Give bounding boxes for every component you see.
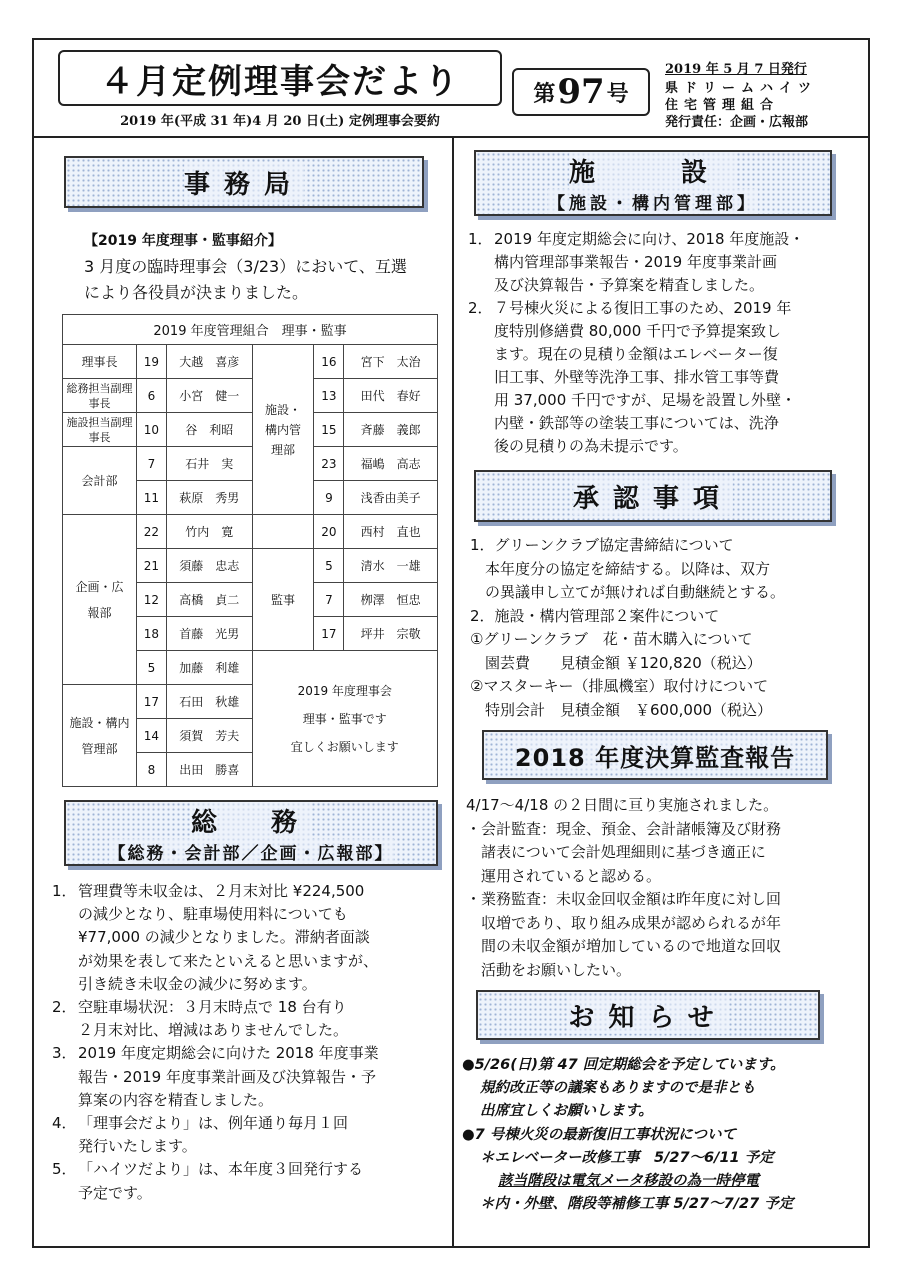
soumu-item-5 [52,1158,448,1204]
officer-name: 竹内 寛 [166,515,252,549]
item-text: ¥77,000 の減少となりました。滞納者面談 [78,928,370,947]
role-cell [63,515,137,685]
shisetsu-item-2 [468,297,860,458]
officer-name: 首藤 光男 [166,617,252,651]
officer-name: 石田 秋雄 [166,685,252,719]
room-number: 6 [136,379,166,413]
room-number: 12 [136,583,166,617]
item-text: の減少となり、駐車場使用料についても [78,905,348,924]
room-number: 19 [136,345,166,379]
issue-suffix: 号 [606,80,629,107]
role-cell: 理事長 [63,345,137,379]
kansa-heading: 2018 年度決算監査報告 [515,738,795,773]
officer-name: 須賀 芳夫 [166,719,252,753]
note-line-3: 宜しくお願いします [290,739,399,754]
oshirase-line-2: 規約改正等の議案もありますので是非とも [480,1080,756,1097]
newsletter-title: ４月定例理事会だより [58,50,502,106]
role-cell: 会計部 [63,447,137,515]
note-line-2: 理事・監事です [302,711,387,726]
item-number: 3． [52,1044,77,1063]
oshirase-line-7: ＊内・外壁、階段等補修工事 5/27～7/27 予定 [480,1196,794,1213]
shisetsu-item-1 [468,228,860,297]
soumu-item-4 [52,1112,448,1158]
role-cell: 総務担当副理事長 [63,379,137,413]
item-text: 構内管理部事業報告・2019 年度事業計画 [494,253,777,271]
room-number: 15 [314,413,344,447]
role-cell [63,685,137,787]
soumu-item-3 [52,1042,448,1112]
column-divider [452,138,454,1248]
room-number: 5 [314,549,344,583]
officer-name: 清水 一雄 [344,549,438,583]
item-text: 旧工事、外壁等洗浄工事、排水管工事等費 [494,368,780,386]
room-number: 7 [314,583,344,617]
item-number: 5． [52,1160,77,1179]
kansa-line: 4/17～4/18 の２日間に亘り実施されました。 [466,796,779,814]
item-text: ２月末対比、増減はありませんでした。 [78,1021,349,1040]
role-cell: 施設担当副理事長 [63,413,137,447]
item-number: 2． [52,998,77,1017]
shounin-line: 特別会計 見積金額 ￥600,000（税込） [470,700,773,719]
org-line-3: 発行責任：企画・広報部 [665,115,809,130]
intro-line-2: により各役員が決まりました。 [84,283,309,302]
room-number: 5 [136,651,166,685]
shisetsu-role-label: 施設・構内管理部 [264,402,301,457]
item-text: 度特別修繕費 80,000 千円で予算提案致し [494,322,782,340]
publish-date: 2019 年 5 月 7 日発行 [665,62,807,77]
officers-table [62,314,438,787]
officer-name: 坪井 宗敬 [344,617,438,651]
item-text: 及び決算報告・予算案を精査しました。 [494,276,765,294]
room-number: 21 [136,549,166,583]
soumu-list [52,880,448,1205]
item-text: 「理事会だより」は、例年通り毎月１回 [78,1114,349,1133]
shounin-banner [474,470,832,522]
shisetsu-heading: 施 設 [569,152,737,189]
item-text: 用 37,000 千円ですが、足場を設置し外壁・ [494,391,797,409]
shounin-line: ①グリーンクラブ 花・苗木購入について [470,630,753,648]
shounin-list [470,534,862,722]
item-text: 空駐車場状況：３月末時点で 18 台有り [78,998,347,1017]
kansa-line: ・会計監査：現金、預金、会計諸帳簿及び財務 [466,819,782,838]
intro-title: 【2019 年度理事・監事紹介】 [84,233,282,249]
item-text: 引き続き未収金の減少に努めます。 [78,974,317,993]
room-number: 7 [136,447,166,481]
oshirase-line-6: 該当階段は電気メータ移設の為一時停電 [498,1173,759,1190]
officer-name: 加藤 利雄 [166,651,252,685]
oshirase-heading: お知らせ [568,997,727,1034]
item-text: 管理費等未収金は、２月末対比 ¥224,500 [78,882,365,900]
kansa-line: 諸表について会計処理細則に基づき適正に [466,843,766,861]
officer-name: 田代 春好 [344,379,438,413]
shisetsu-kanri-role-label: 施設・構内管理部 [69,715,130,756]
item-text: ７号棟火災による復旧工事のため、2019 年 [494,299,792,317]
intro-text [84,254,407,306]
officer-name: 高橋 貞二 [166,583,252,617]
kansa-line: 運用されていると認める。 [466,866,662,885]
shounin-line: の異議申し立てが無ければ自動継続とする。 [470,583,786,601]
officer-name: 石井 実 [166,447,252,481]
organization [665,80,817,131]
oshirase-line-3: 出席宜しくお願いします。 [480,1103,653,1120]
kansa-line: 活動をお願いしたい。 [466,960,632,979]
jimukyoku-banner [64,156,424,208]
oshirase-line-1: ●5/26(日)第 47 回定期総会を予定しています。 [462,1057,785,1073]
shisetsu-role-cell [252,345,314,515]
shisetsu-list [468,228,860,458]
jimukyoku-heading: 事務局 [184,164,304,201]
item-number: 1． [52,882,77,900]
item-number: 2． [468,299,493,317]
shounin-line: ②マスターキー（排風機室）取付けについて [470,677,769,695]
soumu-item-1 [52,880,448,996]
officer-name: 谷 利昭 [166,413,252,447]
room-number: 11 [136,481,166,515]
item-text: 「ハイツだより」は、本年度３回発行する [78,1160,364,1179]
officer-name: 小宮 健一 [166,379,252,413]
meeting-subtitle: 2019 年(平成 31 年)4 月 20 日(土) 定例理事会要約 [120,114,440,129]
kikaku-role-label: 企画・広報部 [75,579,124,620]
room-number: 18 [136,617,166,651]
oshirase-list [462,1054,862,1216]
officer-name: 浅香由美子 [344,481,438,515]
note-line-1: 2019 年度理事会 [297,683,392,698]
item-text: 発行いたします。 [78,1137,197,1156]
shounin-line: 園芸費 見積金額 ￥120,820（税込） [470,653,762,672]
officer-name: 福嶋 高志 [344,447,438,481]
item-number: 1． [468,230,493,248]
shounin-line: 本年度分の協定を締結する。以降は、双方 [470,559,771,578]
greeting-note [252,651,437,787]
soumu-subheading: 【総務・会計部／企画・広報部】 [109,839,394,864]
item-number: 4． [52,1114,77,1133]
room-number: 13 [314,379,344,413]
room-number: 14 [136,719,166,753]
officer-name: 須藤 忠志 [166,549,252,583]
shounin-line: 1．グリーンクラブ協定書締結について [470,536,734,554]
oshirase-line-5: ＊エレベーター改修工事 5/27～6/11 予定 [480,1149,774,1166]
oshirase-banner [476,990,820,1040]
shounin-line: 2．施設・構内管理部２案件について [470,606,720,625]
item-text: 後の見積りの為未提示です。 [494,437,688,455]
item-text: 2019 年度定期総会に向け、2018 年度施設・ [494,230,805,248]
room-number: 20 [314,515,344,549]
soumu-item-2 [52,996,448,1042]
shounin-heading: 承認事項 [573,478,733,515]
item-text: ます。現在の見積り金額はエレベーター復 [494,345,778,363]
room-number: 17 [136,685,166,719]
officer-name: 大越 喜彦 [166,345,252,379]
item-text: 報告・2019 年度事業計画及び決算報告・予 [78,1067,376,1086]
oshirase-line-4: ●7 号棟火災の最新復旧工事状況について [462,1126,736,1143]
issue-number [512,68,650,116]
shisetsu-subheading: 【施設・構内管理部】 [548,189,758,214]
room-number: 17 [314,617,344,651]
soumu-banner [64,800,438,866]
officer-name: 宮下 太治 [344,345,438,379]
table-caption: 2019 年度管理組合 理事・監事 [63,315,438,345]
empty-cell [252,515,314,549]
room-number: 16 [314,345,344,379]
officer-name: 斉藤 義郎 [344,413,438,447]
officer-name: 出田 勝喜 [166,753,252,787]
intro-line-1: 3 月度の臨時理事会（3/23）において、互選 [84,257,407,276]
kansa-banner [482,730,828,780]
item-text: 2019 年度定期総会に向けた 2018 年度事業 [78,1044,379,1063]
room-number: 22 [136,515,166,549]
officer-name: 萩原 秀男 [166,481,252,515]
kanji-role-cell: 監事 [252,549,314,651]
item-text: が効果を表して来たといえると思いますが、 [78,951,379,970]
kansa-line: ・業務監査：未収金回収金額は昨年度に対し回 [466,890,782,908]
room-number: 8 [136,753,166,787]
kansa-line: 間の未収金額が増加しているので地道な回収 [466,937,782,955]
officer-name: 栁澤 恒忠 [344,583,438,617]
item-text: 予定です。 [78,1183,152,1202]
issue-prefix: 第 [533,80,556,107]
room-number: 10 [136,413,166,447]
soumu-heading: 総 務 [191,802,311,839]
room-number: 23 [314,447,344,481]
kansa-list [466,794,862,982]
officer-name: 西村 直也 [344,515,438,549]
item-text: 内壁・鉄部等の塗装工事については、洗浄 [494,414,779,432]
org-line-2: 住宅管理組合 [665,98,780,113]
org-line-1: 県ドリームハイツ [665,81,818,96]
kansa-line: 収増であり、取り組み成果が認められるが年 [466,913,782,932]
shisetsu-banner [474,150,832,216]
issue-value: 97 [557,72,605,112]
item-text: 算案の内容を精査しました。 [78,1090,274,1109]
room-number: 9 [314,481,344,515]
